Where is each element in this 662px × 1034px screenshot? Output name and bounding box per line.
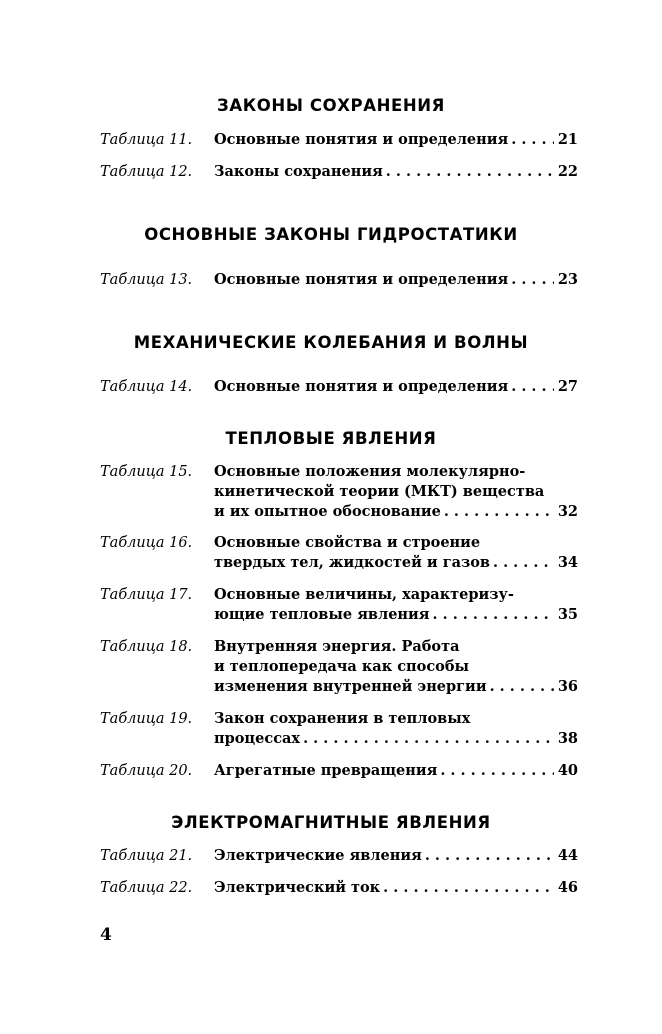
dot-leader [430,605,554,625]
entry-title-line: и их опытное обоснование [214,503,441,520]
table-label: Таблица 20. [100,763,193,779]
entry-title-line: Электрический ток [214,879,381,896]
entry-title-line: Основные понятия и определения [214,271,509,288]
table-label: Таблица 12. [100,164,193,180]
entry-title-line: Законы сохранения [214,163,383,180]
table-label: Таблица 19. [100,711,193,727]
section-title: ОСНОВНЫЕ ЗАКОНЫ ГИДРОСТАТИКИ [144,225,518,244]
entry-title-line: ющие тепловые явления [214,606,430,623]
page-ref: 38 [557,730,578,747]
entry-title-line: Основные положения молекулярно- [214,463,526,480]
page-ref: 44 [557,847,578,864]
section-title: ТЕПЛОВЫЕ ЯВЛЕНИЯ [225,429,437,448]
table-label: Таблица 21. [100,848,193,864]
page-ref: 22 [557,163,578,180]
entry-title-line: Внутренняя энергия. Работа [214,638,460,655]
table-label: Таблица 22. [100,880,193,896]
page-ref: 35 [557,606,578,623]
entry-title-line: и теплопередача как способы [214,658,470,675]
entry-title-line: Основные величины, характеризу- [214,586,514,603]
page-ref: 46 [557,879,578,896]
table-label: Таблица 16. [100,535,193,551]
entry-title-line: Закон сохранения в тепловых [214,710,471,727]
dot-leader [441,502,554,522]
table-label: Таблица 13. [100,272,193,288]
dot-leader [508,130,554,150]
table-label: Таблица 15. [100,464,193,480]
dot-leader [383,162,554,182]
entry-title-line: Агрегатные превращения [214,762,438,779]
page-ref: 32 [557,503,578,520]
table-label: Таблица 14. [100,379,193,395]
page-ref: 40 [557,762,578,779]
page-ref: 34 [557,554,578,571]
entry-title-line: Электрические явления [214,847,422,864]
dot-leader [437,761,553,781]
section-title: МЕХАНИЧЕСКИЕ КОЛЕБАНИЯ И ВОЛНЫ [133,333,529,352]
page-ref: 23 [557,271,578,288]
table-label: Таблица 11. [100,132,193,148]
entry-title-line: изменения внутренней энергии [214,678,487,695]
dot-leader [487,677,554,697]
page-ref: 36 [557,678,578,695]
dot-leader [508,270,554,290]
page-ref: 27 [557,378,578,395]
section-title: ЗАКОНЫ СОХРАНЕНИЯ [217,96,445,115]
dot-leader [422,846,554,866]
section-title: ЭЛЕКТРОМАГНИТНЫЕ ЯВЛЕНИЯ [171,813,491,832]
entry-title-line: Основные понятия и определения [214,131,509,148]
table-label: Таблица 17. [100,587,193,603]
dot-leader [508,377,554,397]
dot-leader [380,878,554,898]
page-number: 4 [100,925,112,945]
dot-leader [300,729,554,749]
entry-title-line: Основные свойства и строение [214,534,481,551]
entry-title-line: процессах [214,730,301,747]
entry-title-line: Основные понятия и определения [214,378,509,395]
table-label: Таблица 18. [100,639,193,655]
dot-leader [490,553,554,573]
page-ref: 21 [557,131,578,148]
entry-title-line: твердых тел, жидкостей и газов [214,554,490,571]
entry-title-line: кинетической теории (МКТ) вещества [214,483,545,500]
